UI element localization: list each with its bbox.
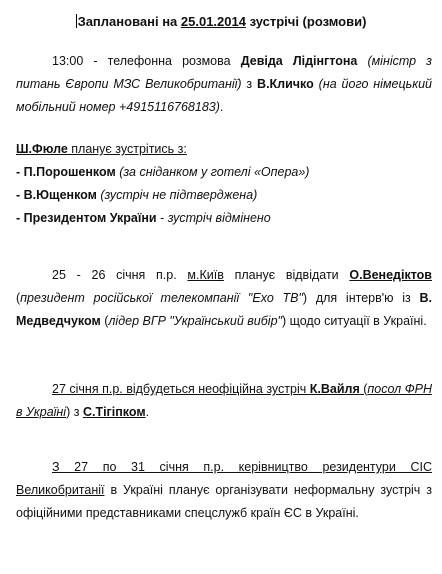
text-cursor [76, 14, 77, 28]
sis-plan-text: в Україні планує організувати неформальну зустріч з офіційними представниками спецслужб країн ЄС в Україні. [16, 483, 432, 520]
person-yushchenko: В.Ющенком [23, 188, 97, 202]
person-tigipko: С.Тігіпком [82, 405, 146, 419]
person-medvedchuk: В. Медведчуком [16, 291, 432, 328]
person-poroshenko: П.Порошенком [23, 165, 116, 179]
person-vail: К.Вайля [309, 382, 360, 396]
visit-dates: 25 - 26 січня п.р. [52, 268, 188, 282]
meeting-item [16, 184, 432, 207]
title-prefix: Заплановані на [77, 14, 181, 29]
venediktov-role: президент російської телекомпанії "Ехо ТВ" [20, 291, 303, 305]
item-note: (зустріч не підтверджена) [100, 188, 258, 202]
lidington-role: (міністр з питань Європи МЗС Великобританії) [16, 54, 432, 91]
person-venediktov: О.Венедіктов [349, 268, 432, 282]
paragraph-phone-call [16, 50, 432, 119]
paren-open: ( [100, 314, 109, 328]
person-klychko: В.Кличко [257, 77, 314, 91]
meeting-item [16, 207, 432, 230]
fule-intro-line [16, 138, 432, 161]
item-dash: - [16, 211, 24, 225]
phone-note: (на його німецький мобільний номер +4915116768183) [16, 77, 432, 114]
interview-text: ) для інтерв'ю із [302, 291, 420, 305]
person-president: Президентом України [23, 211, 157, 225]
document-title [0, 14, 442, 29]
period: . [145, 405, 150, 419]
title-date: 25.01.2014 [180, 14, 246, 29]
meeting-text: 27 січня п.р. відбудеться неофіційна зустріч [52, 382, 310, 396]
title-suffix: зустрічі (розмови) [245, 14, 367, 29]
city-kyiv: м.Київ [187, 268, 224, 282]
item-note: зустріч відмінено [167, 211, 271, 225]
paren-open: ( [359, 382, 368, 396]
fule-plans-text: планує зустрітись з: [67, 142, 187, 156]
person-fule: Ш.Фюле [16, 142, 68, 156]
paragraph-sis-meeting [16, 456, 432, 525]
item-sep: - [156, 211, 168, 225]
paragraph-venediktov-visit [16, 264, 432, 333]
item-dash: - [16, 188, 24, 202]
person-lidington: Девіда Лідінгтона [240, 54, 358, 68]
paragraph-vail-meeting [16, 378, 432, 424]
medvedchuk-role: лідер ВГР "Український вибір" [108, 314, 282, 328]
call-time: 13:00 - телефонна розмова [52, 54, 241, 68]
paragraph-fule-meetings [16, 138, 432, 230]
meeting-item [16, 161, 432, 184]
item-note: (за сніданком у готелі «Опера») [119, 165, 310, 179]
connector-text: ) з [66, 405, 83, 419]
situation-text: ) щодо ситуації в Україні. [281, 314, 427, 328]
period: . [219, 100, 224, 114]
paren-open: ( [16, 291, 21, 305]
sis-text: З 27 по 31 січня п.р. керівництво резидентури СІС Великобританії [16, 460, 432, 497]
connector-text: з [241, 77, 258, 91]
vail-role: посол ФРН в Україні [16, 382, 432, 419]
item-dash: - [16, 165, 24, 179]
visit-text: планує відвідати [223, 268, 350, 282]
